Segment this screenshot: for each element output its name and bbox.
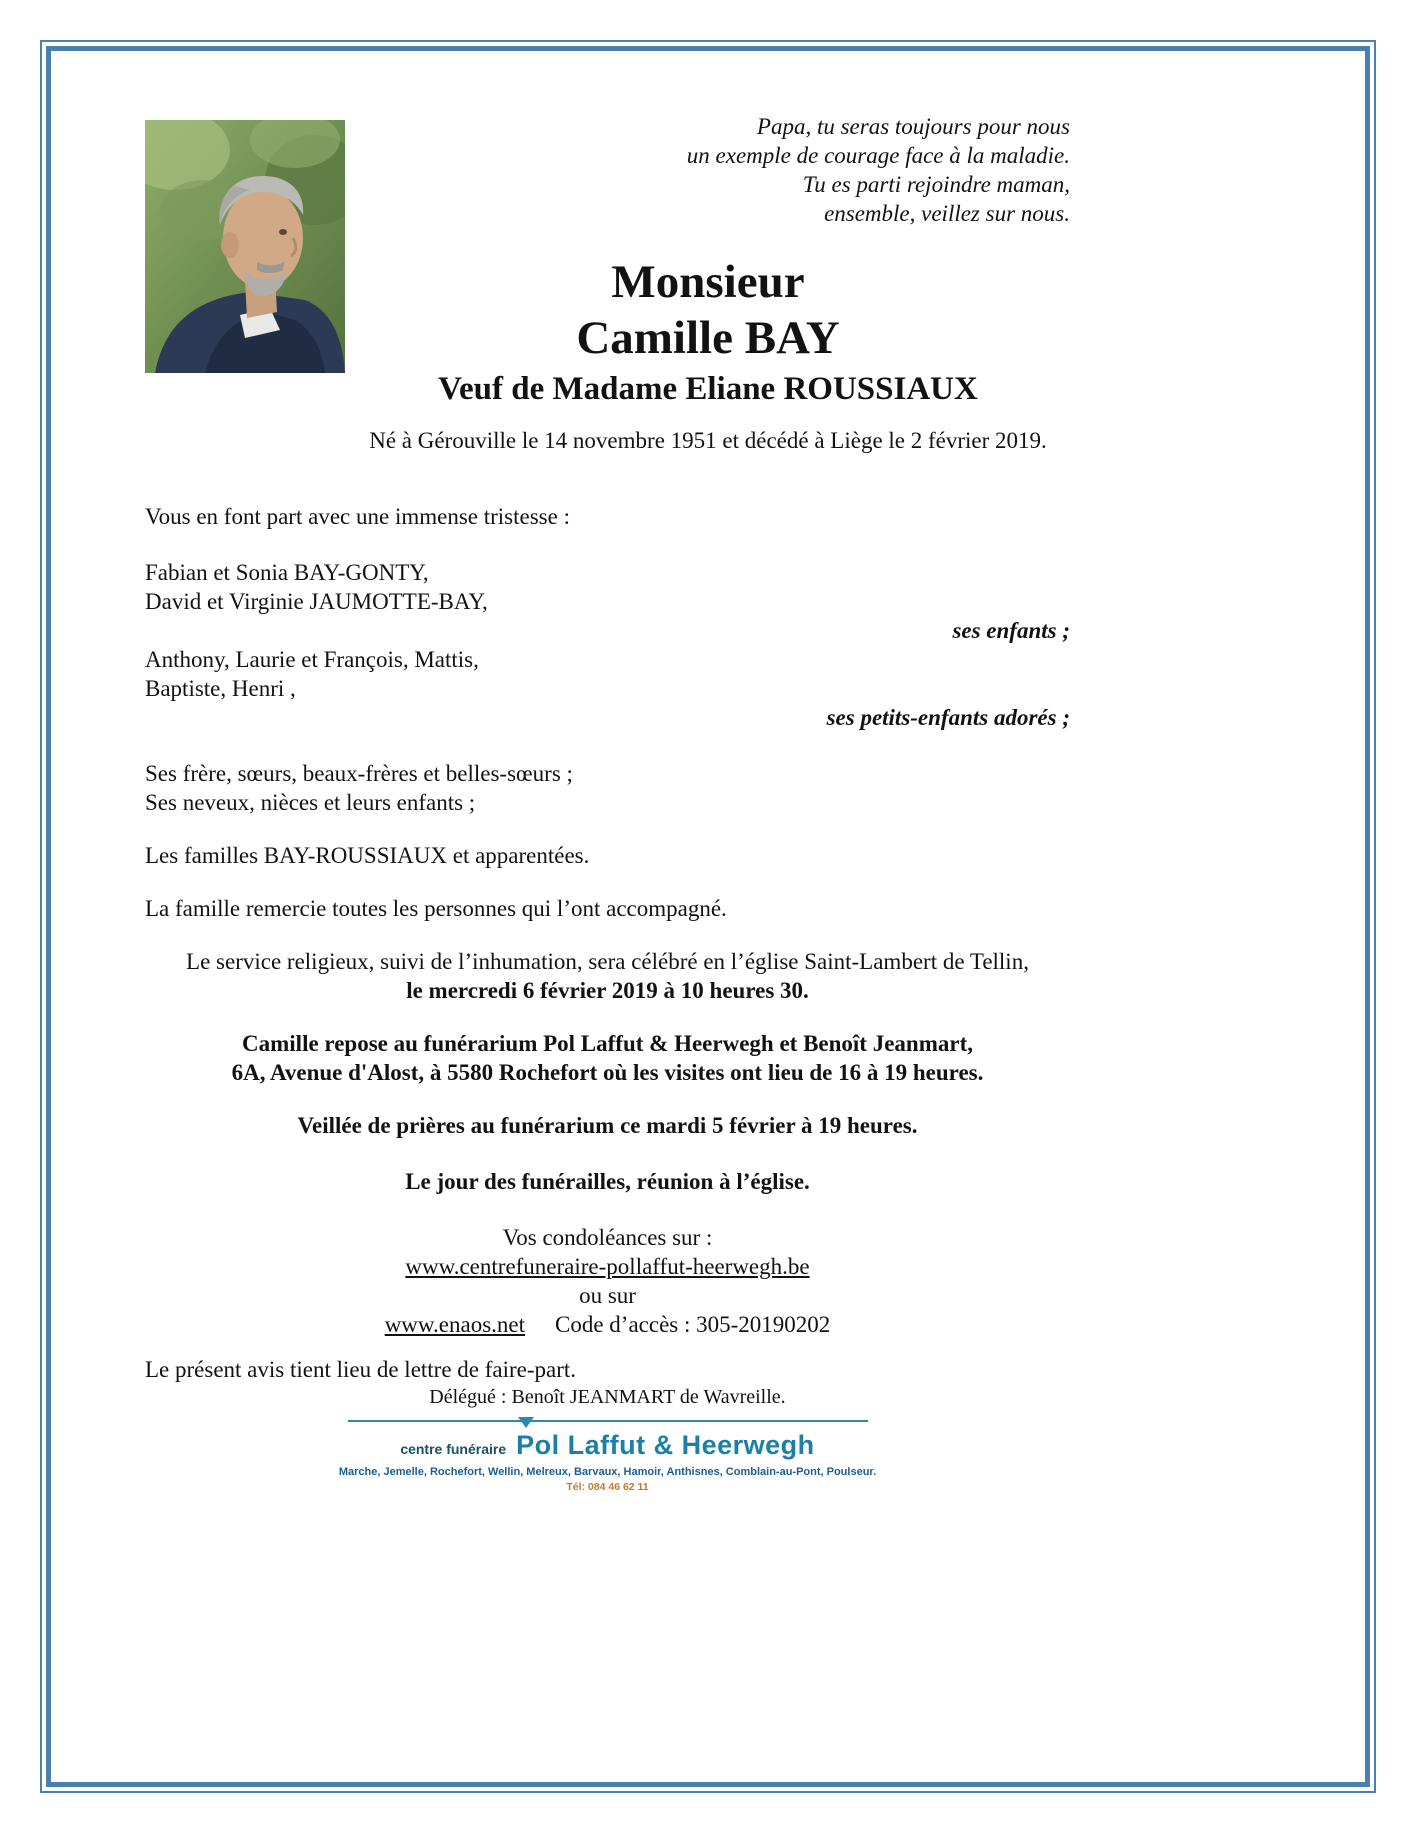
children-label: ses enfants ;	[952, 618, 1070, 643]
delegate-line: Délégué : Benoît JEANMART de Wavreille.	[429, 1386, 786, 1408]
footer	[145, 1420, 1070, 1493]
widower-line: Veuf de Madame Eliane ROUSSIAUX	[438, 371, 978, 407]
grandchildren-line: Baptiste, Henri ,	[145, 676, 296, 701]
footer-divider	[348, 1420, 868, 1422]
portrait-photo	[145, 120, 345, 373]
notice-line: Le présent avis tient lieu de lettre de faire-part.	[145, 1357, 577, 1382]
condolences-or: ou sur	[579, 1283, 636, 1308]
grandchildren-line: Anthony, Laurie et François, Mattis,	[145, 647, 479, 672]
funerarium-address: 6A, Avenue d'Alost, à 5580 Rochefort où les visites ont lieu de 16 à 19 heures.	[231, 1060, 984, 1085]
condolences-link-row-2	[145, 1310, 1070, 1339]
life-dates: Né à Gérouville le 14 novembre 1951 et décédé à Liège le 2 février 2019.	[369, 428, 1047, 453]
intro-line: Vous en font part avec une immense tristesse :	[145, 504, 570, 529]
epitaph-line: ensemble, veillez sur nous.	[824, 201, 1070, 226]
service-line: Le service religieux, suivi de l’inhumation, sera célébré en l’église Saint-Lambert de Tellin,	[186, 949, 1029, 974]
epitaph-line: Tu es parti rejoindre maman,	[802, 172, 1070, 197]
brand-name: Pol Laffut & Heerwegh	[516, 1430, 815, 1460]
brand-name-wrap	[516, 1430, 815, 1461]
condolences-intro: Vos condoléances sur :	[502, 1225, 713, 1250]
announcement-body	[145, 502, 1070, 1410]
title-salutation: Monsieur	[611, 256, 805, 308]
funeral-home-logo	[145, 1430, 1070, 1461]
deceased-name: Camille BAY	[576, 312, 840, 364]
condolences-link-row	[145, 1252, 1070, 1281]
thanks-line: La famille remercie toutes les personnes qui l’ont accompagné.	[145, 896, 727, 921]
enaos-link[interactable]: www.enaos.net	[384, 1312, 525, 1337]
footer-phone: Tél: 084 46 62 11	[566, 1481, 649, 1493]
logo-triangle-icon	[518, 1417, 534, 1428]
access-code: Code d’accès : 305-20190202	[555, 1312, 831, 1337]
grandchildren-label: ses petits-enfants adorés ;	[826, 705, 1070, 730]
funerarium-line: Camille repose au funérarium Pol Laffut & Heerwegh et Benoît Jeanmart,	[242, 1031, 973, 1056]
service-datetime: le mercredi 6 février 2019 à 10 heures 30.	[406, 978, 809, 1003]
vigil-line: Veillée de prières au funérarium ce mardi 5 février à 19 heures.	[297, 1113, 918, 1138]
condolences-link-primary[interactable]: www.centrefuneraire-pollaffut-heerwegh.be	[405, 1254, 810, 1279]
children-line: Fabian et Sonia BAY-GONTY,	[145, 560, 429, 585]
epitaph-line: un exemple de courage face à la maladie.	[686, 143, 1070, 168]
epitaph-line: Papa, tu seras toujours pour nous	[756, 114, 1070, 139]
footer-locations: Marche, Jemelle, Rochefort, Wellin, Melreux, Barvaux, Hamoir, Anthisnes, Comblain-au-Pont, Poulseur.	[338, 1466, 877, 1478]
epitaph	[500, 112, 1070, 228]
portrait-photo-graphic	[145, 120, 345, 373]
children-line: David et Virginie JAUMOTTE-BAY,	[145, 589, 488, 614]
families-line: Les familles BAY-ROUSSIAUX et apparentées.	[145, 843, 590, 868]
funeral-day-line: Le jour des funérailles, réunion à l’église.	[405, 1169, 810, 1194]
relatives-line: Ses neveux, nièces et leurs enfants ;	[145, 790, 476, 815]
brand-small-label: centre funéraire	[400, 1441, 507, 1457]
relatives-line: Ses frère, sœurs, beaux-frères et belles-sœurs ;	[145, 761, 573, 786]
